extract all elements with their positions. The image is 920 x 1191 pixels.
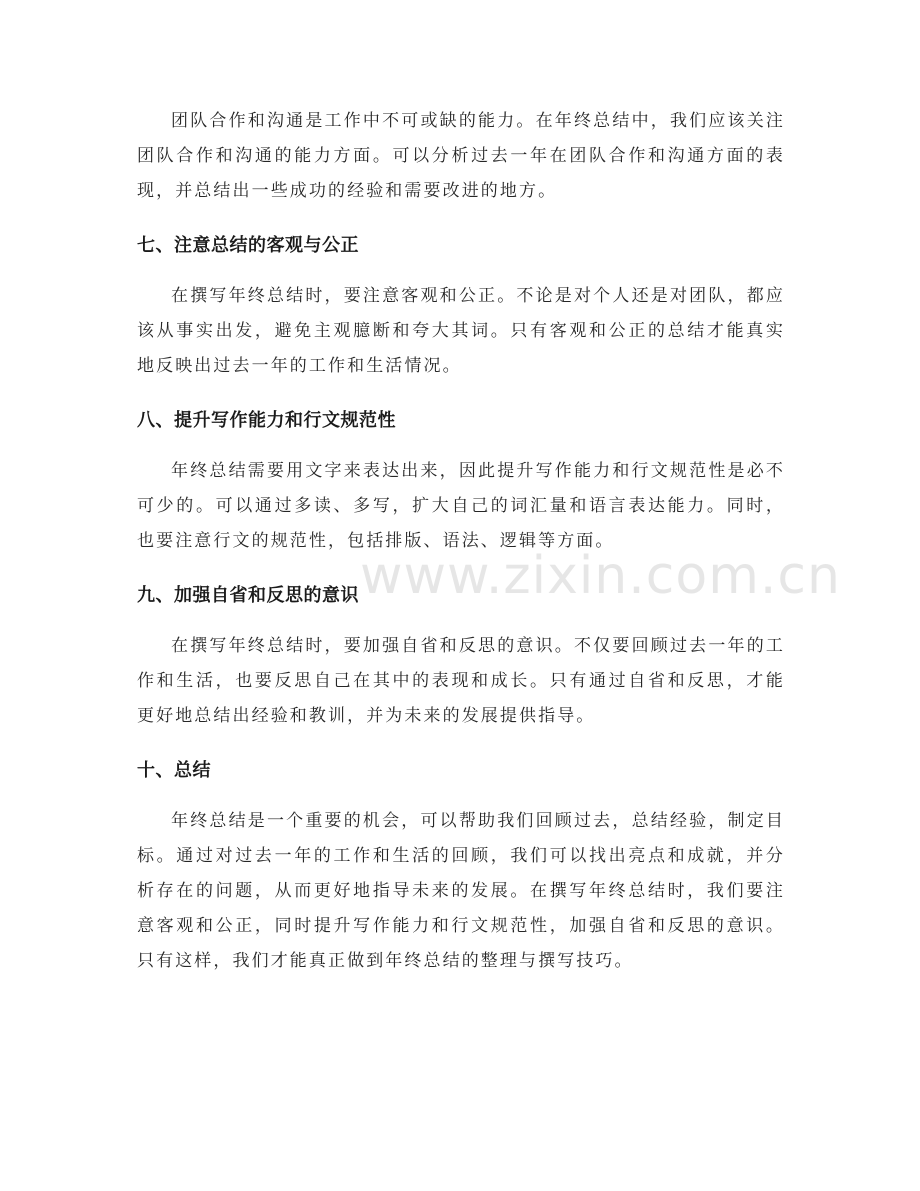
heading-section-9: 九、加强自省和反思的意识 [137, 585, 359, 606]
paragraph-teamwork: 团队合作和沟通是工作中不可或缺的能力。在年终总结中，我们应该关注团队合作和沟通的能力方面。可以分析过去一年在团队合作和沟通方面的表现，并总结出一些成功的经验和需要改进的地方。 [137, 111, 785, 201]
watermark-text: www.zixin.com.cn [360, 546, 841, 606]
paragraph-section-9: 在撰写年终总结时，要加强自省和反思的意识。不仅要回顾过去一年的工作和生活，也要反思自己在其中的表现和成长。只有通过自省和反思，才能更好地总结出经验和教训，并为未来的发展提供指导。 [137, 636, 785, 726]
paragraph-section-10: 年终总结是一个重要的机会，可以帮助我们回顾过去，总结经验，制定目标。通过对过去一年的工作和生活的回顾，我们可以找出亮点和成就，并分析存在的问题，从而更好地指导未来的发展。在撰写年终总结时，我们要注意客观和公正，同时提升写作能力和行文规范性，加强自省和反思的意识。只有这样，我们才能真正做到年终总结的整理与撰写技巧。 [137, 811, 785, 971]
heading-section-8: 八、提升写作能力和行文规范性 [137, 410, 396, 431]
paragraph-section-8: 年终总结需要用文字来表达出来，因此提升写作能力和行文规范性是必不可少的。可以通过多读、多写，扩大自己的词汇量和语言表达能力。同时，也要注意行文的规范性，包括排版、语法、逻辑等方面。 [137, 461, 785, 551]
document-body [137, 104, 785, 979]
heading-section-10: 十、总结 [137, 760, 211, 781]
heading-section-7: 七、注意总结的客观与公正 [137, 235, 359, 256]
paragraph-section-7: 在撰写年终总结时，要注意客观和公正。不论是对个人还是对团队，都应该从事实出发，避免主观臆断和夸大其词。只有客观和公正的总结才能真实地反映出过去一年的工作和生活情况。 [137, 286, 785, 376]
